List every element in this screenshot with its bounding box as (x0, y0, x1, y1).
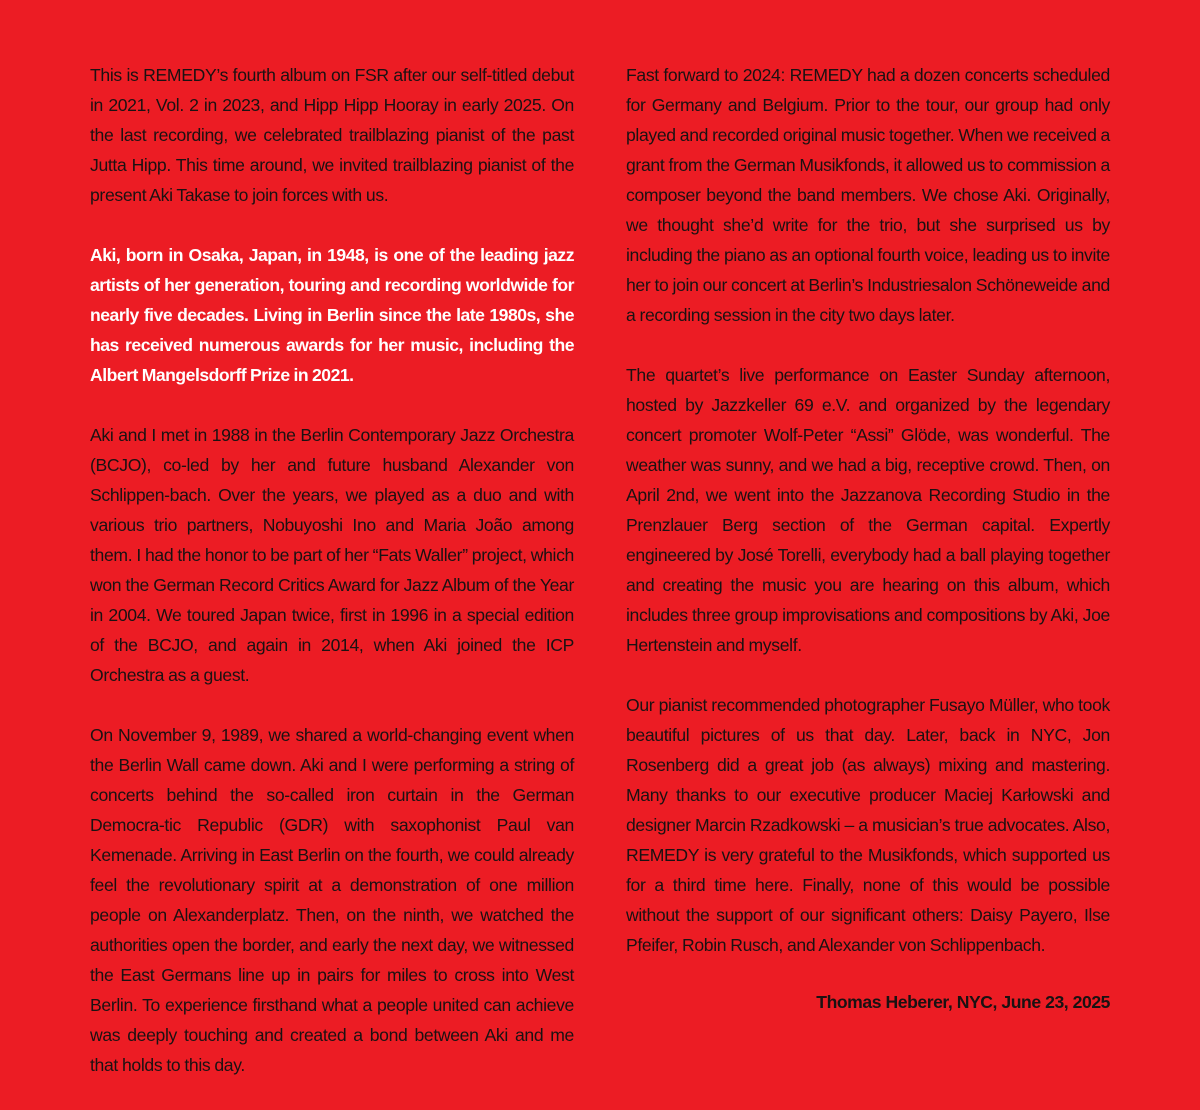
thanks-paragraph: Our pianist recommended photographer Fusayo Müller, who took beautiful pictures of us that day. Later, back in NYC, Jon Rosenberg did a great job (as always) mixing and mastering. Many thanks to our executive producer Maciej Karłowski and designer Marcin Rzadkowski – a musician’s true advocates. Also, REMEDY is very grateful to the Musikfonds, which supported us for a third time here. Finally, none of this would be possible without the support of our significant others: Daisy Payero, Ilse Pfeifer, Robin Rusch, and Alexander von Schlippenbach. (626, 695, 1110, 955)
left-column (90, 60, 574, 1110)
recording-paragraph: The quartet’s live performance on Easter Sunday afternoon, hosted by Jazzkeller 69 e.V. and organized by the legendary concert promoter Wolf-Peter “Assi” Glöde, was wonderful. The weather was sunny, and we had a big, receptive crowd. Then, on April 2nd, we went into the Jazzanova Recording Studio in the Prenzlauer Berg section of the German capital. Expertly engineered by José Torelli, everybody had a ball playing together and creating the music you are hearing on this album, which includes three group improvisations and compositions by Aki, Joe Hertenstein and myself. (626, 365, 1110, 655)
tour-paragraph: Fast forward to 2024: REMEDY had a dozen concerts scheduled for Germany and Belgium. Prior to the tour, our group had only played and recorded original music together. When we received a grant from the German Musikfonds, it allowed us to commission a composer beyond the band members. We chose Aki. Originally, we thought she’d write for the trio, but she surprised us by including the piano as an optional fourth voice, leading us to invite her to join our concert at Berlin’s Industriesalon Schöneweide and a recording session in the city two days later. (626, 65, 1110, 325)
right-column (626, 60, 1110, 990)
history-paragraph: Aki and I met in 1988 in the Berlin Contemporary Jazz Orchestra (BCJO), co-led by her and future husband Alexander von Schlippen-bach. Over the years, we played as a duo and with various trio partners, Nobuyoshi Ino and Maria João among them. I had the honor to be part of her “Fats Waller” project, which won the German Record Critics Award for Jazz Album of the Year in 2004. We toured Japan twice, first in 1996 in a special edition of the BCJO, and again in 2014, when Aki joined the ICP Orchestra as a guest. (90, 425, 574, 685)
intro-paragraph: This is REMEDY’s fourth album on FSR after our self-titled debut in 2021, Vol. 2 in 2023, and Hipp Hipp Hooray in early 2025. On the last recording, we celebrated trailblazing pianist of the past Jutta Hipp. This time around, we invited trailblazing pianist of the present Aki Takase to join forces with us. (90, 65, 574, 205)
signature: Thomas Heberer, NYC, June 23, 2025 (816, 992, 1110, 1012)
aki-bio-paragraph: Aki, born in Osaka, Japan, in 1948, is one of the leading jazz artists of her generation, touring and recording worldwide for nearly five decades. Living in Berlin since the late 1980s, she has received numerous awards for her music, including the Albert Mangelsdorff Prize in 2021. (90, 245, 574, 385)
berlin-wall-paragraph: On November 9, 1989, we shared a world-changing event when the Berlin Wall came down. Aki and I were performing a string of concerts behind the so-called iron curtain in the German Democra-tic Republic (GDR) with saxophonist Paul van Kemenade. Arriving in East Berlin on the fourth, we could already feel the revolutionary spirit at a demonstration of one million people on Alexanderplatz. Then, on the ninth, we watched the authorities open the border, and early the next day, we witnessed the East Germans line up in pairs for miles to cross into West Berlin. To experience firsthand what a people united can achieve was deeply touching and created a bond between Aki and me that holds to this day. (90, 725, 574, 1075)
